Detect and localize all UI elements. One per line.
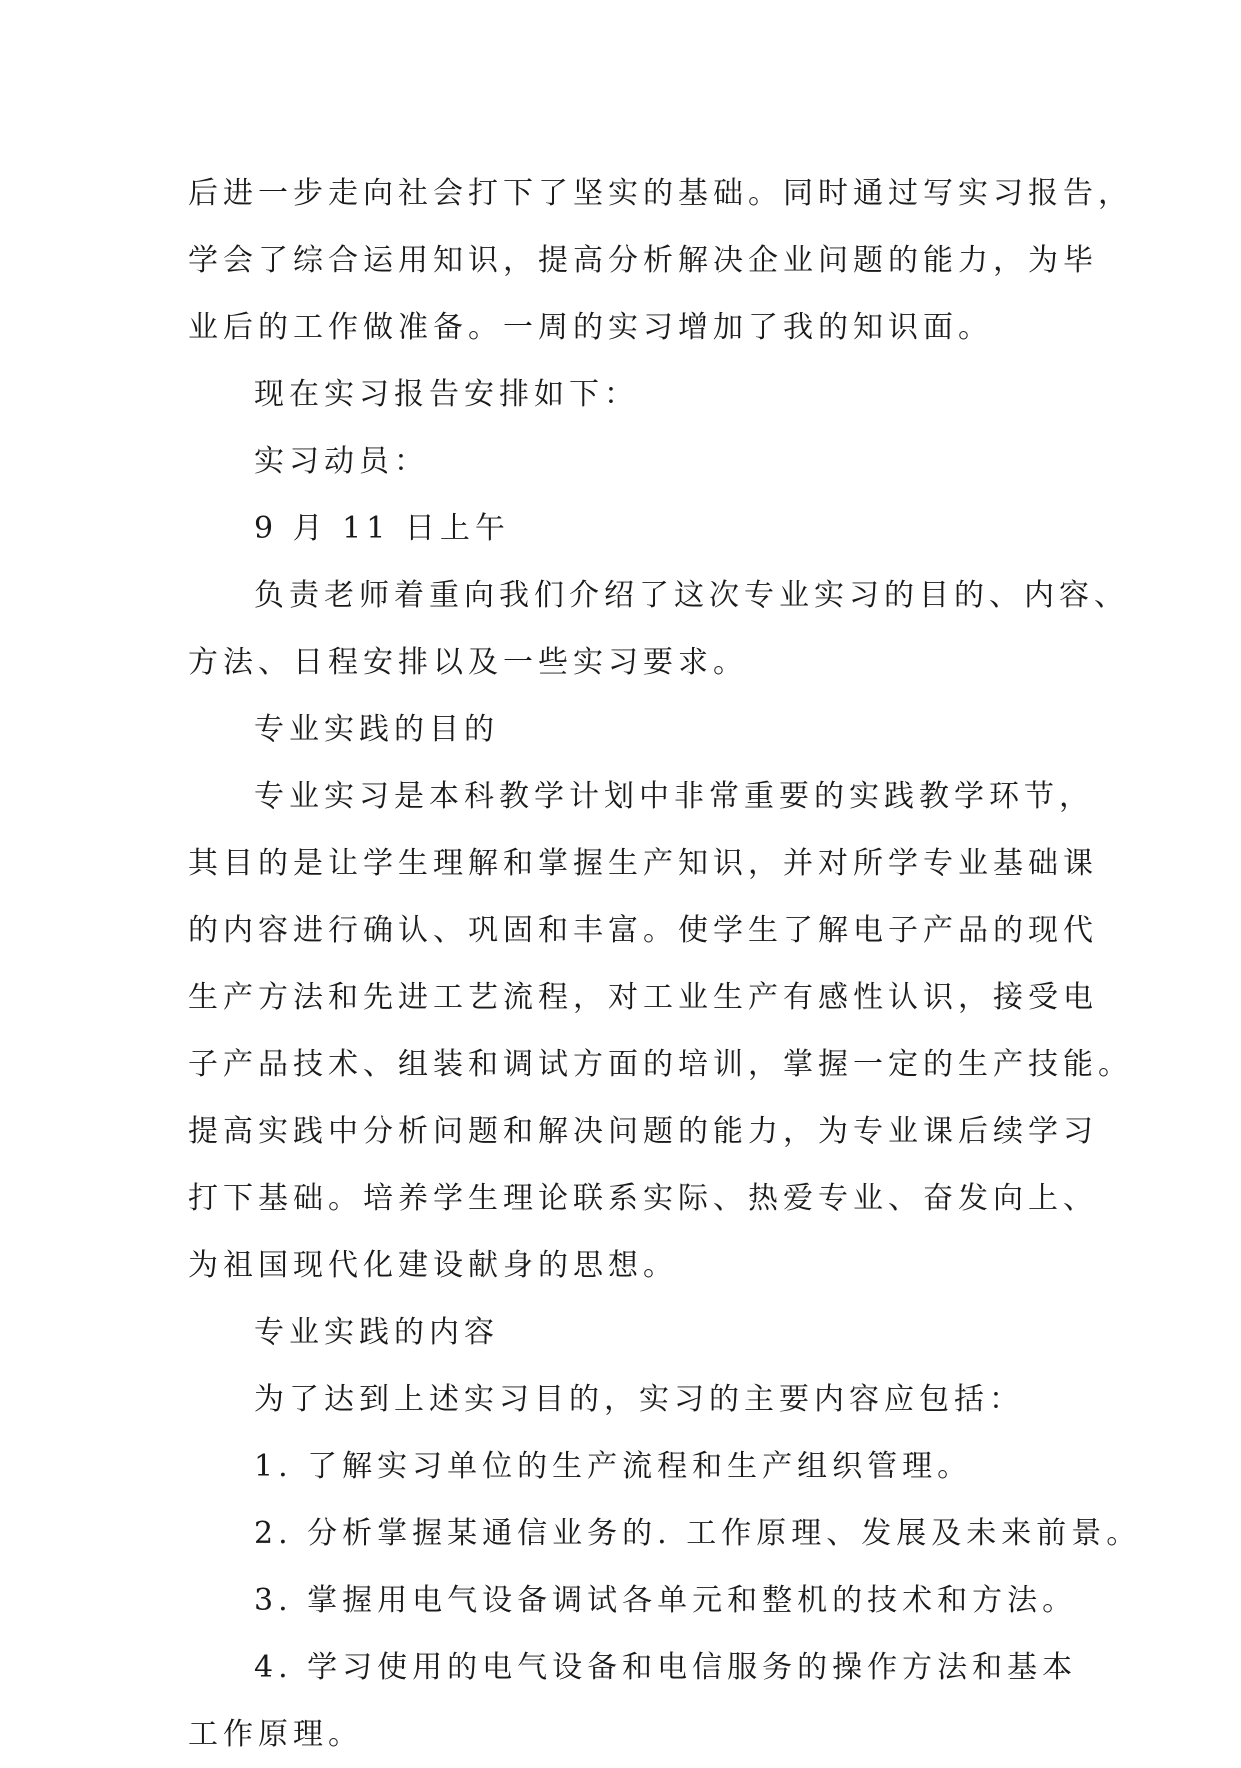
document-body bbox=[188, 160, 1142, 1768]
text-line-17: 为祖国现代化建设献身的思想。 bbox=[188, 1248, 678, 1283]
text-line-11: 其目的是让学生理解和掌握生产知识，并对所学专业基础课 bbox=[188, 846, 1098, 881]
text-line-12: 的内容进行确认、巩固和丰富。使学生了解电子产品的现代 bbox=[188, 913, 1098, 948]
text-line-13: 生产方法和先进工艺流程，对工业生产有感性认识，接受电 bbox=[188, 980, 1098, 1015]
list-item-3: 3. 掌握用电气设备调试各单元和整机的技术和方法。 bbox=[254, 1583, 1078, 1618]
section-heading-mobilization: 实习动员： bbox=[254, 444, 429, 479]
text-line-16: 打下基础。培养学生理论联系实际、热爱专业、奋发向上、 bbox=[188, 1181, 1098, 1216]
text-line-2: 学会了综合运用知识，提高分析解决企业问题的能力，为毕 bbox=[188, 243, 1098, 278]
list-item-4: 4. 学习使用的电气设备和电信服务的操作方法和基本 bbox=[254, 1650, 1078, 1685]
text-line-10: 专业实习是本科教学计划中非常重要的实践教学环节， bbox=[254, 779, 1094, 814]
text-line-4: 现在实习报告安排如下： bbox=[254, 377, 639, 412]
text-line-1: 后进一步走向社会打下了坚实的基础。同时通过写实习报告， bbox=[188, 176, 1133, 211]
text-line-15: 提高实践中分析问题和解决问题的能力，为专业课后续学习 bbox=[188, 1114, 1098, 1149]
list-item-2: 2. 分析掌握某通信业务的. 工作原理、发展及未来前景。 bbox=[254, 1516, 1142, 1551]
list-item-1: 1. 了解实习单位的生产流程和生产组织管理。 bbox=[254, 1449, 973, 1484]
text-line-8: 方法、日程安排以及一些实习要求。 bbox=[188, 645, 748, 680]
text-line-3: 业后的工作做准备。一周的实习增加了我的知识面。 bbox=[188, 310, 993, 345]
section-heading-purpose: 专业实践的目的 bbox=[254, 712, 499, 747]
date-line: 9 月 11 日上午 bbox=[254, 511, 510, 546]
text-line-14: 子产品技术、组装和调试方面的培训，掌握一定的生产技能。 bbox=[188, 1047, 1133, 1082]
section-heading-content: 专业实践的内容 bbox=[254, 1315, 499, 1350]
text-line-7: 负责老师着重向我们介绍了这次专业实习的目的、内容、 bbox=[254, 578, 1129, 613]
list-item-4-continued: 工作原理。 bbox=[188, 1717, 363, 1752]
text-line-19: 为了达到上述实习目的，实习的主要内容应包括： bbox=[254, 1382, 1024, 1417]
